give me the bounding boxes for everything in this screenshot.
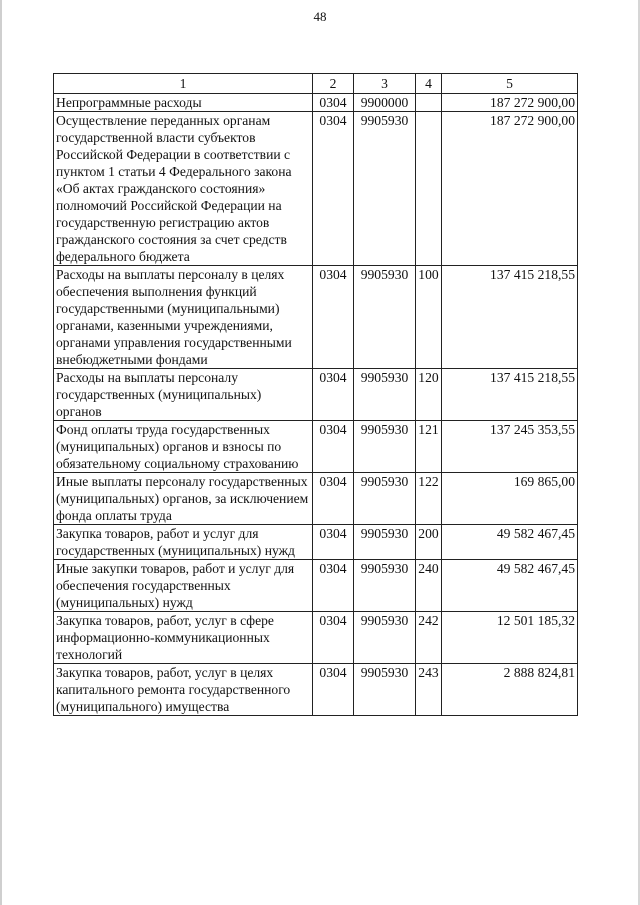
scan-edge-left [0,0,2,905]
row-target: 9905930 [354,266,416,369]
row-section: 0304 [313,369,354,421]
row-name: Расходы на выплаты персоналу государственных (муниципальных) органов [54,369,313,421]
row-target: 9905930 [354,664,416,716]
row-section: 0304 [313,664,354,716]
table-row [54,94,578,112]
row-amount: 187 272 900,00 [442,112,578,266]
row-target: 9905930 [354,473,416,525]
column-header-name: 1 [54,74,313,94]
row-name: Иные закупки товаров, работ и услуг для обеспечения государственных (муниципальных) нужд [54,560,313,612]
row-amount: 137 415 218,55 [442,266,578,369]
row-vr: 121 [416,421,442,473]
row-amount: 137 245 353,55 [442,421,578,473]
row-section: 0304 [313,94,354,112]
table-row [54,664,578,716]
row-amount: 49 582 467,45 [442,560,578,612]
column-header-target: 3 [354,74,416,94]
row-section: 0304 [313,612,354,664]
row-vr: 122 [416,473,442,525]
row-vr [416,94,442,112]
row-amount: 49 582 467,45 [442,525,578,560]
row-target: 9905930 [354,421,416,473]
row-section: 0304 [313,525,354,560]
row-vr: 200 [416,525,442,560]
row-section: 0304 [313,112,354,266]
row-section: 0304 [313,560,354,612]
row-target: 9905930 [354,369,416,421]
column-header-amount: 5 [442,74,578,94]
table-row [54,525,578,560]
row-name: Закупка товаров, работ, услуг в целях капитального ремонта государственного (муниципального) имущества [54,664,313,716]
row-target: 9905930 [354,525,416,560]
row-amount: 12 501 185,32 [442,612,578,664]
row-vr: 240 [416,560,442,612]
row-name: Расходы на выплаты персоналу в целях обеспечения выполнения функций государственными (муниципальными) органами, казенными учреждениями, органами управления государственными внебюджетными фондами [54,266,313,369]
row-name: Непрограммные расходы [54,94,313,112]
row-target: 9905930 [354,612,416,664]
row-name: Иные выплаты персоналу государственных (муниципальных) органов, за исключением фонда оплаты труда [54,473,313,525]
row-name: Закупка товаров, работ и услуг для государственных (муниципальных) нужд [54,525,313,560]
table-row [54,421,578,473]
row-amount: 187 272 900,00 [442,94,578,112]
row-vr: 100 [416,266,442,369]
row-amount: 137 415 218,55 [442,369,578,421]
row-name: Фонд оплаты труда государственных (муниципальных) органов и взносы по обязательному социальному страхованию [54,421,313,473]
row-name: Закупка товаров, работ, услуг в сфере информационно-коммуникационных технологий [54,612,313,664]
table-header-row [54,74,578,94]
row-amount: 2 888 824,81 [442,664,578,716]
row-vr: 243 [416,664,442,716]
table-row [54,612,578,664]
column-header-vr: 4 [416,74,442,94]
budget-table [53,73,578,716]
table-row [54,473,578,525]
row-target: 9905930 [354,112,416,266]
row-section: 0304 [313,473,354,525]
row-target: 9905930 [354,560,416,612]
table-row [54,112,578,266]
table-row [54,369,578,421]
row-target: 9900000 [354,94,416,112]
column-header-section: 2 [313,74,354,94]
row-vr: 242 [416,612,442,664]
row-name: Осуществление переданных органам государственной власти субъектов Российской Федерации в соответствии с пунктом 1 статьи 4 Федерального закона «Об актах гражданского состояния» полномочий Российской Федерации на государственную регистрацию актов гражданского состояния за счет средств федерального бюджета [54,112,313,266]
page-number: 48 [313,9,327,24]
table-row [54,560,578,612]
row-amount: 169 865,00 [442,473,578,525]
row-vr: 120 [416,369,442,421]
row-vr [416,112,442,266]
table-row [54,266,578,369]
row-section: 0304 [313,421,354,473]
row-section: 0304 [313,266,354,369]
